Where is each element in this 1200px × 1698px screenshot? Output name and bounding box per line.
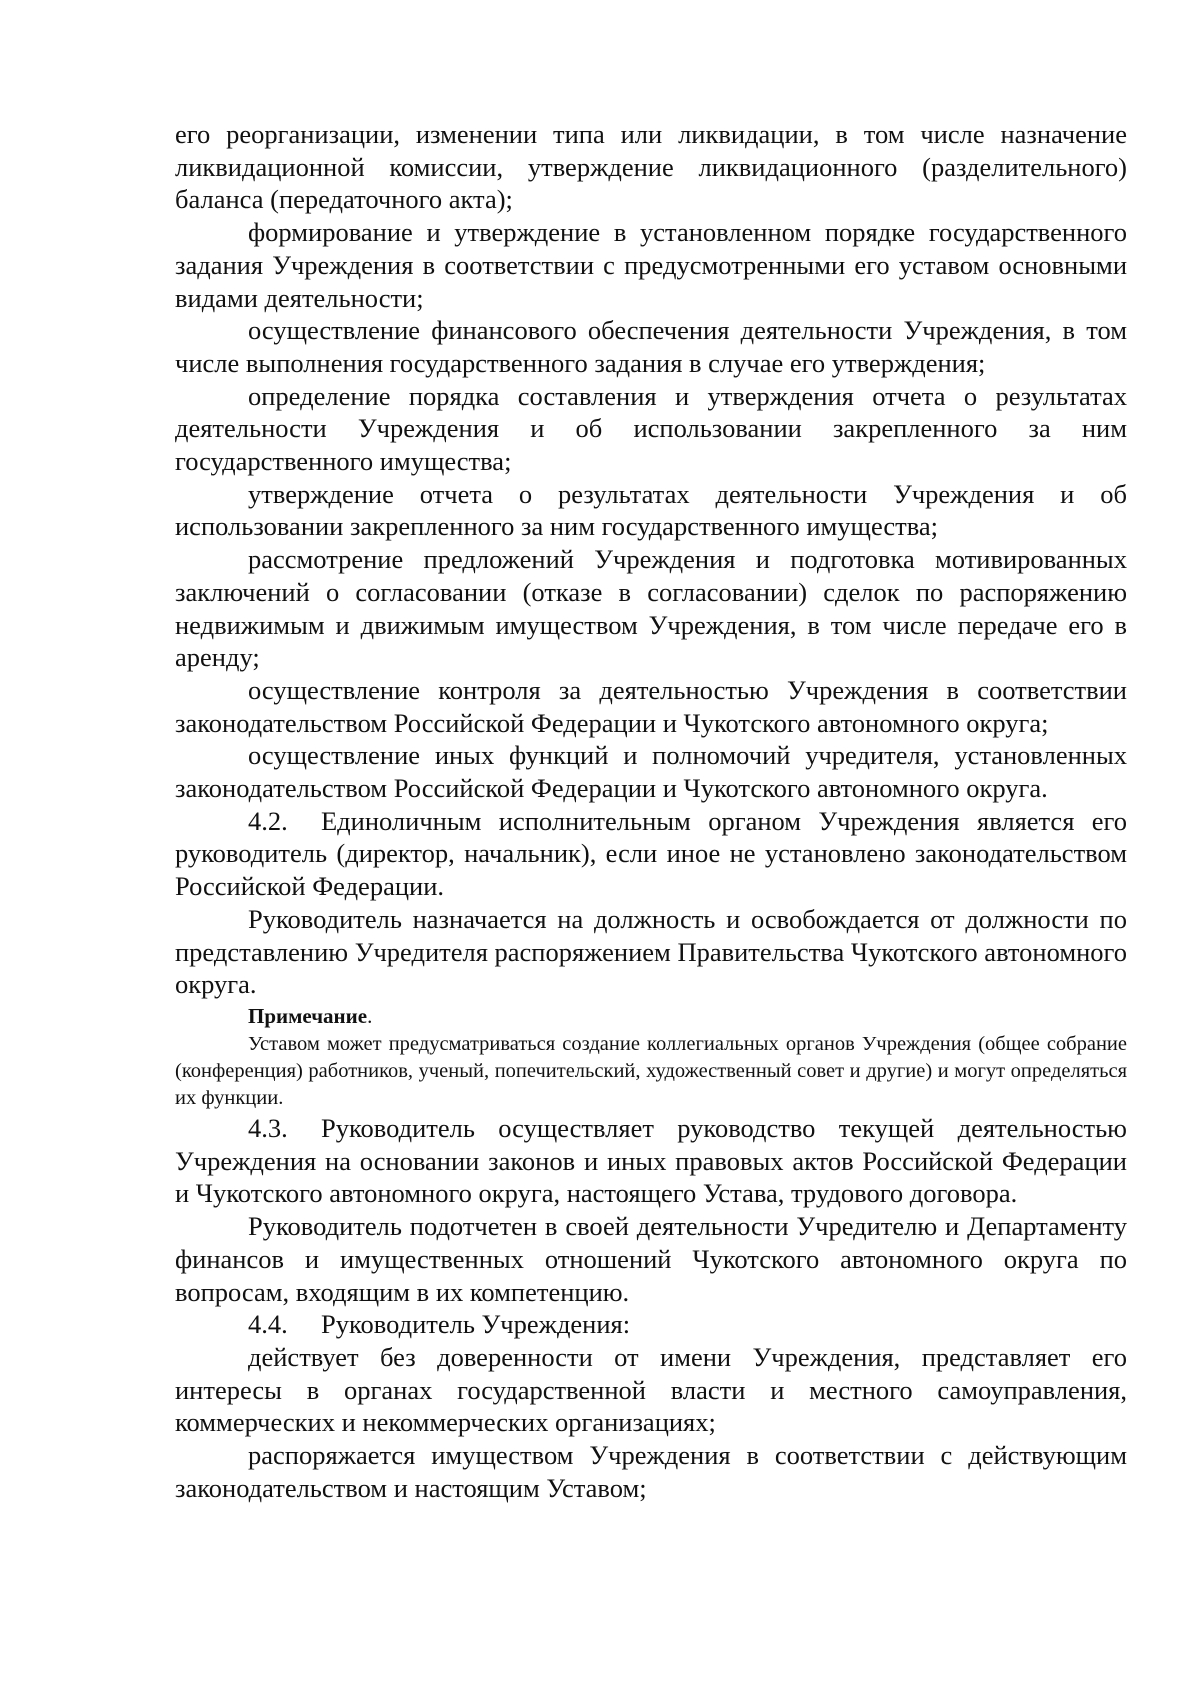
paragraph-financing: осуществление финансового обеспечения деятельности Учреждения, в том числе выполнения государственного задания в случае его утверждения; (175, 315, 1127, 378)
paragraph-control: осуществление контроля за деятельностью Учреждения в соответствии законодательством Российской Федерации и Чукотского автономного округа; (175, 674, 1127, 738)
paragraph-represents: действует без доверенности от имени Учреждения, представляет его интересы в органах государственной власти и местного самоуправления, коммерческих и некоммерческих организациях; (175, 1341, 1127, 1438)
paragraph-state-task: формирование и утверждение в установленном порядке государственного задания Учреждения в соответствии с предусмотренными его уставом основными видами деятельности; (175, 217, 1127, 313)
section-4-3 (175, 1112, 1127, 1210)
note-heading (175, 1001, 1127, 1031)
section-4-4 (175, 1308, 1127, 1341)
paragraph-other-functions: осуществление иных функций и полномочий учредителя, установленных законодательством Российской Федерации и Чукотского автономного округа. (175, 740, 1127, 804)
paragraph-disposes: распоряжается имуществом Учреждения в соответствии с действующим законодательством и настоящим Уставом; (175, 1440, 1127, 1503)
paragraph-report-order: определение порядка составления и утверждения отчета о результатах деятельности Учреждения и об использовании закрепленного за ним государственного имущества; (175, 380, 1127, 477)
section-number: 4.3. (248, 1112, 288, 1143)
section-number: 4.2. (248, 805, 288, 836)
paragraph-transactions: рассмотрение предложений Учреждения и подготовка мотивированных заключений о согласовании (отказе в согласовании) сделок по распоряжению недвижимым и движимым имуществом Учреждения, в том числе передаче его в аренду; (175, 544, 1127, 673)
paragraph-accountable: Руководитель подотчетен в своей деятельности Учредителю и Департаменту финансов и имущественных отношений Чукотского автономного округа по вопросам, входящим в их компетенцию. (175, 1211, 1127, 1307)
section-text: Руководитель осуществляет руководство текущей деятельностью Учреждения на основании законов и иных правовых актов Российской Федерации и Чукотского автономного округа, настоящего Устава, трудового договора. (175, 1112, 1127, 1209)
note-title-dot: . (367, 1003, 373, 1028)
section-text: Руководитель Учреждения: (321, 1309, 631, 1340)
document-page (175, 118, 1127, 1504)
paragraph-report-approval: утверждение отчета о результатах деятельности Учреждения и об использовании закрепленного за ним государственного имущества; (175, 478, 1127, 542)
section-number: 4.4. (248, 1309, 288, 1340)
note-title: Примечание (248, 1003, 368, 1028)
note-text: Уставом может предусматриваться создание коллегиальных органов Учреждения (общее собрание (конференция) работников, ученый, попечительский, художественный совет и другие) и могут определяться их функции. (175, 1032, 1127, 1109)
paragraph-reorganization: его реорганизации, изменении типа или ликвидации, в том числе назначение ликвидационной комиссии, утверждение ликвидационного (разделительного) баланса (передаточного акта); (175, 119, 1127, 215)
section-text: Единоличным исполнительным органом Учреждения является его руководитель (директор, начальник), если иное не установлено законодательством Российской Федерации. (175, 805, 1127, 902)
section-4-2 (175, 805, 1127, 903)
paragraph-appointment: Руководитель назначается на должность и освобождается от должности по представлению Учредителя распоряжением Правительства Чукотского автономного округа. (175, 903, 1127, 1000)
